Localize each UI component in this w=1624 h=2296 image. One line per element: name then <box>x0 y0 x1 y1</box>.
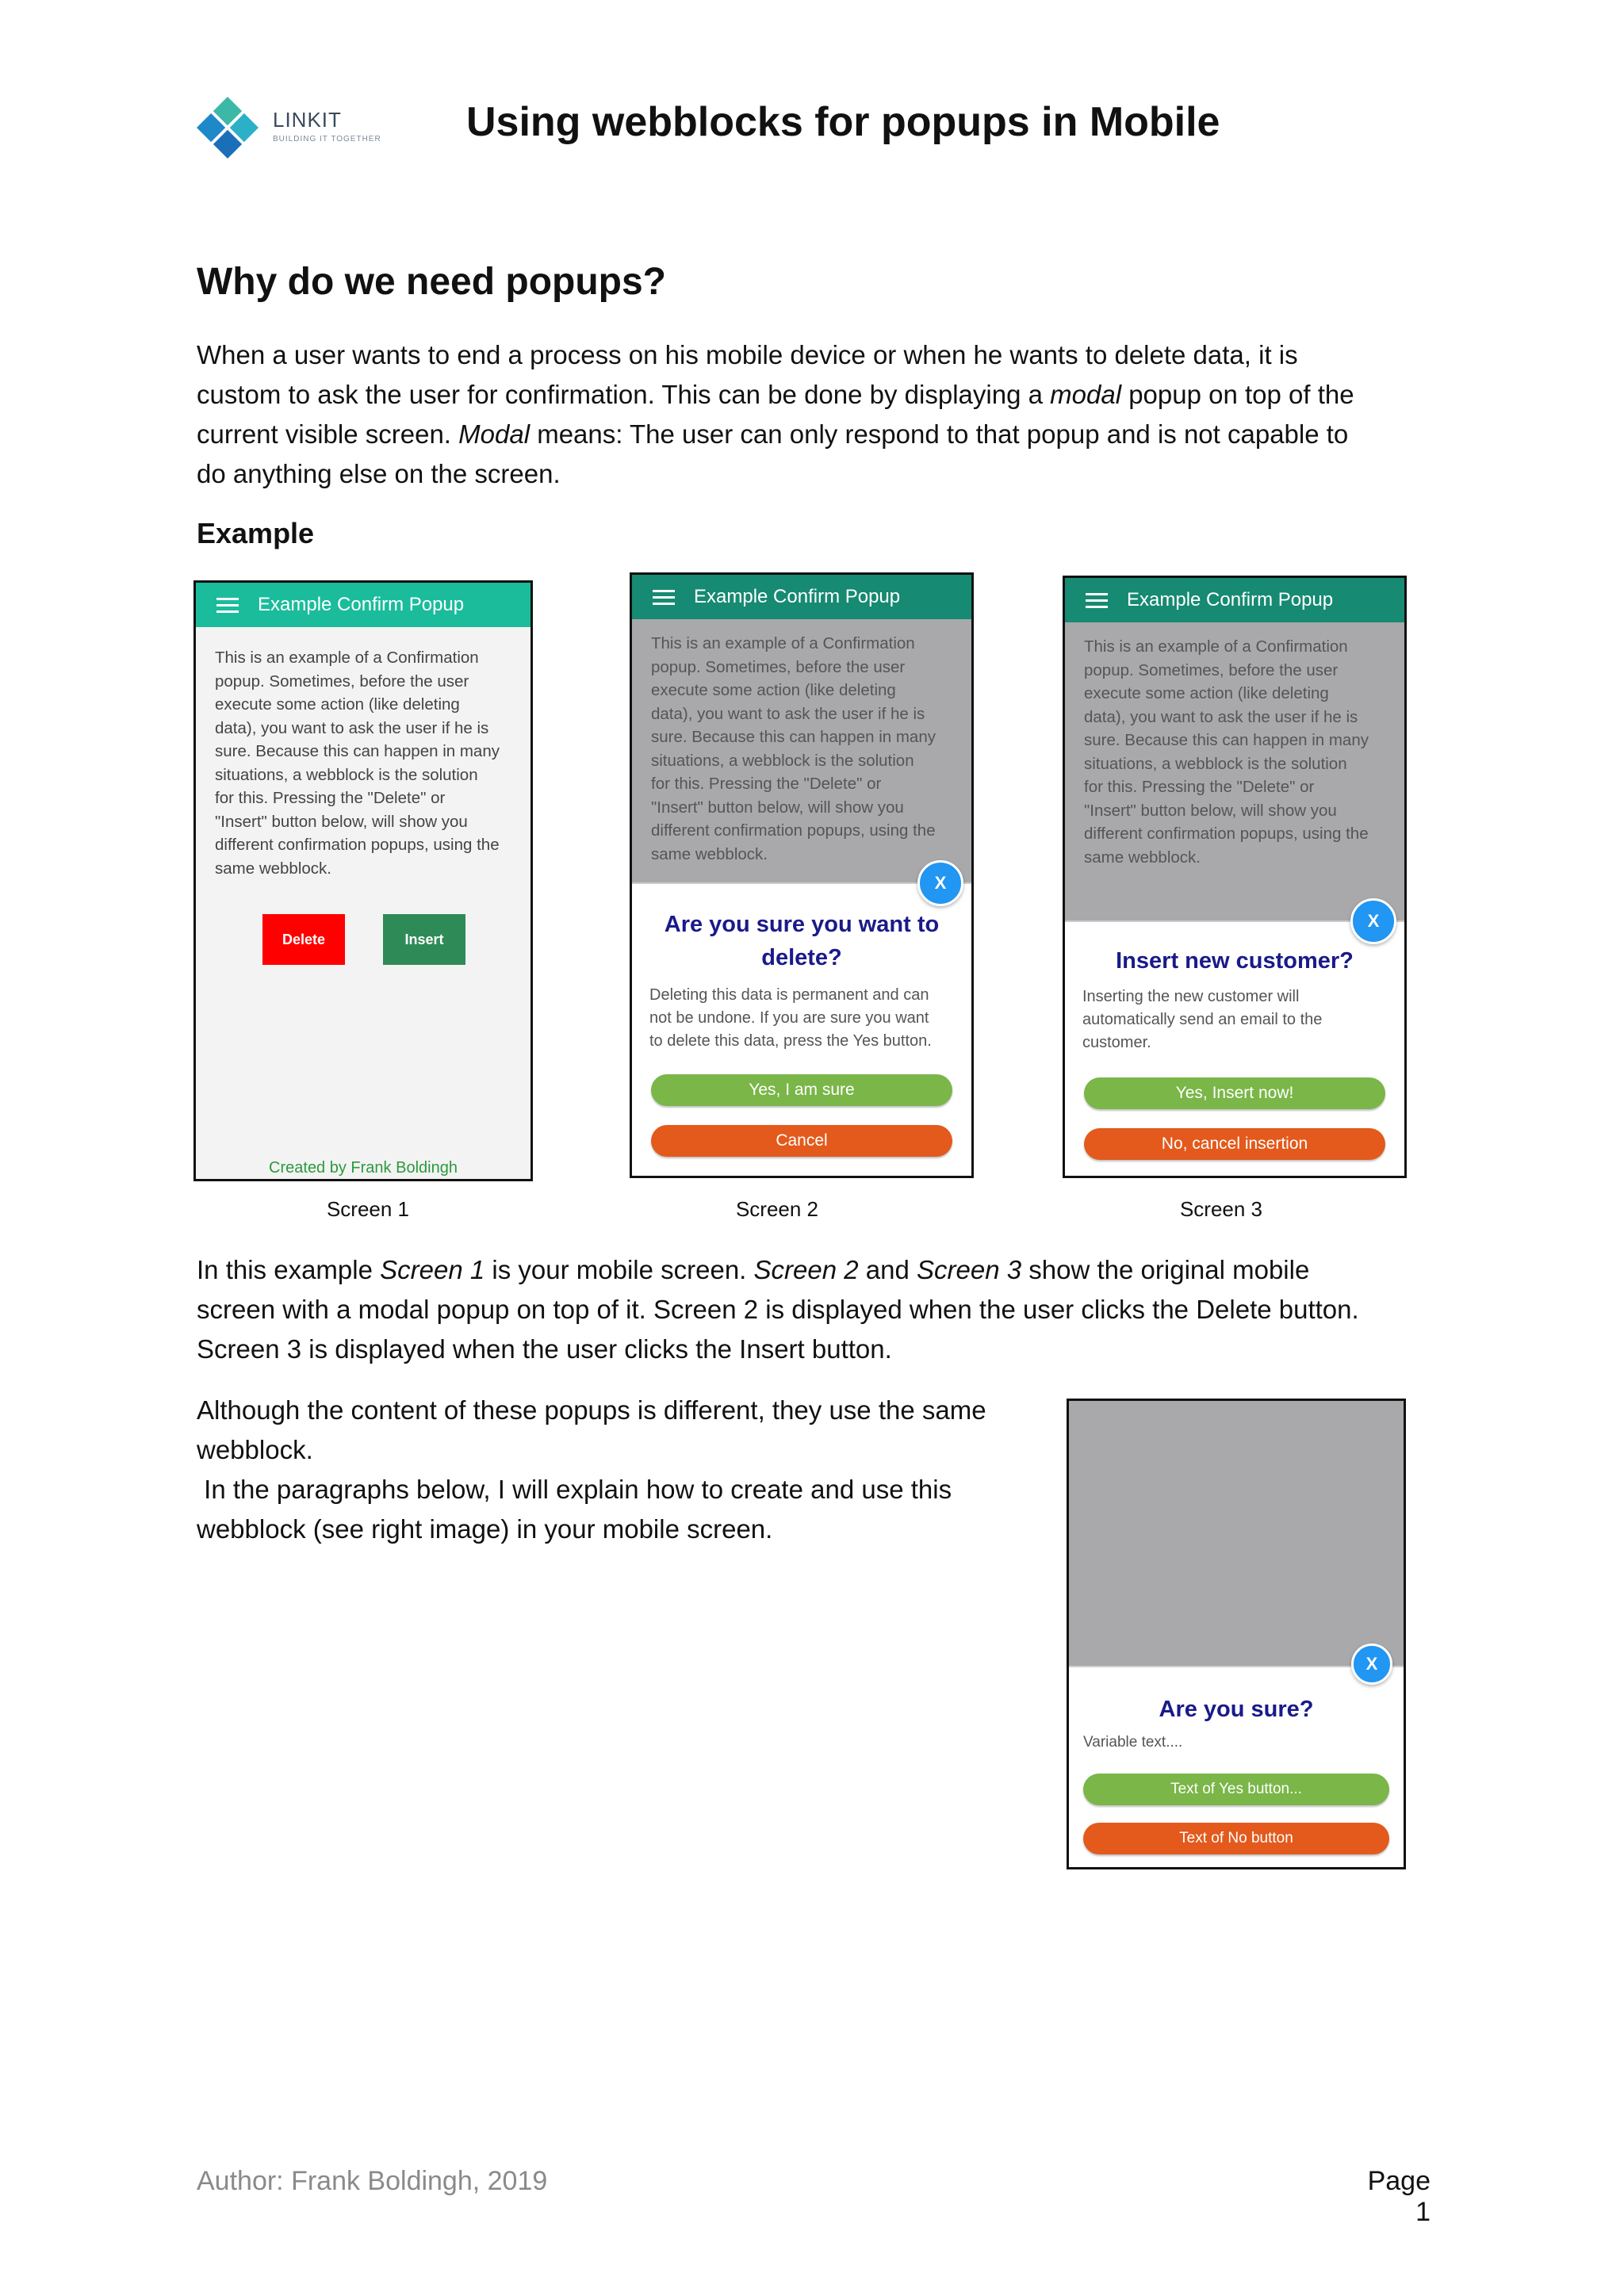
text-line: same webblock. <box>651 844 768 863</box>
document-title: Using webblocks for popups in Mobile <box>466 99 1220 145</box>
page-number: Page 1 <box>1367 2166 1431 2227</box>
text-line: same webblock. <box>1084 848 1201 867</box>
screen3-app-title: Example Confirm Popup <box>1127 589 1334 610</box>
text-line: This is an example of a Confirmation <box>651 634 915 652</box>
yes-button[interactable]: Yes, I am sure <box>651 1074 952 1106</box>
logo-tagline: BUILDING IT TOGETHER <box>273 135 381 144</box>
screen1-app-bar <box>196 583 530 627</box>
text-line: for this. Pressing the "Delete" or <box>1084 778 1315 796</box>
popup-title: Are you sure? <box>1159 1697 1314 1722</box>
text-line: execute some action (like deleting <box>215 695 460 714</box>
text-line: data), you want to ask the user if he is <box>1084 707 1358 726</box>
although-line: webblock. <box>197 1435 313 1464</box>
linkit-logo <box>195 95 385 162</box>
section-heading: Why do we need popups? <box>197 261 666 303</box>
text-line: customer. <box>1082 1034 1151 1051</box>
text-line: data), you want to ask the user if he is <box>651 704 925 723</box>
intro-line: custom to ask the user for confirmation. This can be done by displaying a modal popup on top of the <box>197 380 1354 409</box>
text-line: different confirmation popups, using the <box>215 836 500 854</box>
popup-title: Insert new customer? <box>1116 948 1354 974</box>
webblock-popup <box>1069 1666 1404 1867</box>
delete-button[interactable]: Delete <box>262 914 345 965</box>
text-line: This is an example of a Confirmation <box>1084 637 1348 656</box>
text-line: different confirmation popups, using the <box>1084 825 1369 843</box>
text-line: situations, a webblock is the solution <box>1084 754 1347 773</box>
popup-text: Variable text.... <box>1083 1734 1183 1751</box>
yes-insert-button[interactable]: Yes, Insert now! <box>1084 1077 1385 1109</box>
text-line: "Insert" button below, will show you <box>651 798 904 817</box>
text-line: popup. Sometimes, before the user <box>651 657 906 676</box>
screen1-caption: Screen 1 <box>326 1197 410 1221</box>
insert-button[interactable]: Insert <box>383 914 465 965</box>
although-line: Although the content of these popups is different, they use the same <box>197 1395 986 1425</box>
text-line: This is an example of a Confirmation <box>215 649 479 667</box>
yes-button[interactable]: Text of Yes button... <box>1083 1774 1389 1805</box>
text-line: situations, a webblock is the solution <box>651 751 914 770</box>
text-line: data), you want to ask the user if he is <box>215 718 489 737</box>
screen2-confirm-popup <box>632 882 971 1176</box>
text-line: "Insert" button below, will show you <box>215 812 468 831</box>
text-line: different confirmation popups, using the <box>651 821 936 840</box>
text-line: for this. Pressing the "Delete" or <box>651 775 882 793</box>
intro-line: do anything else on the screen. <box>197 459 561 488</box>
text-line: same webblock. <box>215 859 331 878</box>
intro-line: current visible screen. Modal means: The user can only respond to that popup and is not capable to <box>197 419 1349 449</box>
text-line: sure. Because this can happen in many <box>1084 731 1369 749</box>
text-line: sure. Because this can happen in many <box>651 728 936 746</box>
intro-paragraph <box>197 335 1354 494</box>
text-line: popup. Sometimes, before the user <box>215 672 469 691</box>
close-icon[interactable]: X <box>1350 898 1396 944</box>
popup-title: Are you sure you want to delete? <box>664 912 940 970</box>
close-icon[interactable]: X <box>1351 1644 1392 1685</box>
intro-line: When a user wants to end a process on his mobile device or when he wants to delete data, it is <box>197 340 1298 369</box>
footer-author: Author: Frank Boldingh, 2019 <box>197 2166 548 2196</box>
menu-icon[interactable] <box>216 594 239 617</box>
text-line: Deleting this data is permanent and can <box>649 986 929 1004</box>
screen3-confirm-popup <box>1065 920 1404 1176</box>
cancel-button[interactable]: Cancel <box>651 1125 952 1157</box>
text-line: to delete this data, press the Yes button. <box>649 1032 932 1050</box>
screen1-phone <box>193 580 533 1181</box>
explain-paragraph <box>197 1250 1359 1369</box>
explain-line: Screen 3 is displayed when the user clicks the Insert button. <box>197 1334 892 1364</box>
text-line: popup. Sometimes, before the user <box>1084 660 1339 679</box>
webblock-preview <box>1067 1399 1406 1869</box>
screen3-app-bar <box>1065 578 1404 622</box>
screen3-caption: Screen 3 <box>1179 1197 1263 1221</box>
example-heading: Example <box>197 517 315 549</box>
no-button[interactable]: Text of No button <box>1083 1823 1389 1854</box>
text-line: "Insert" button below, will show you <box>1084 801 1337 820</box>
logo-name: LINKIT <box>273 108 342 132</box>
text-line: Inserting the new customer will <box>1082 988 1300 1005</box>
although-paragraph <box>197 1391 986 1549</box>
cancel-insertion-button[interactable]: No, cancel insertion <box>1084 1128 1385 1160</box>
although-line: In the paragraphs below, I will explain how to create and use this <box>197 1475 952 1504</box>
screen1-body-text <box>196 627 530 899</box>
text-line: automatically send an email to the <box>1082 1011 1323 1028</box>
text-line: execute some action (like deleting <box>1084 684 1329 702</box>
linkit-logo-icon <box>195 95 260 160</box>
credit-text: Created by Frank Boldingh <box>269 1159 458 1177</box>
text-line: execute some action (like deleting <box>651 681 896 699</box>
explain-line: screen with a modal popup on top of it. Screen 2 is displayed when the user clicks the Delete button. <box>197 1295 1359 1324</box>
text-line: sure. Because this can happen in many <box>215 742 500 760</box>
explain-line: In this example Screen 1 is your mobile screen. Screen 2 and Screen 3 show the original mobile <box>197 1255 1310 1284</box>
although-line: webblock (see right image) in your mobile screen. <box>197 1514 773 1544</box>
screen2-app-bar <box>632 575 971 619</box>
screen1-app-title: Example Confirm Popup <box>258 594 465 615</box>
screen2-phone <box>630 572 974 1178</box>
popup-text <box>1082 985 1387 1054</box>
screen2-app-title: Example Confirm Popup <box>694 586 901 607</box>
close-icon[interactable]: X <box>917 860 963 906</box>
text-line: for this. Pressing the "Delete" or <box>215 789 446 807</box>
screen3-phone <box>1063 576 1407 1178</box>
menu-icon <box>653 586 675 609</box>
text-line: situations, a webblock is the solution <box>215 765 478 784</box>
popup-text <box>649 984 954 1053</box>
menu-icon <box>1086 589 1108 612</box>
text-line: not be undone. If you are sure you want <box>649 1009 929 1027</box>
screen2-caption: Screen 2 <box>735 1197 819 1221</box>
